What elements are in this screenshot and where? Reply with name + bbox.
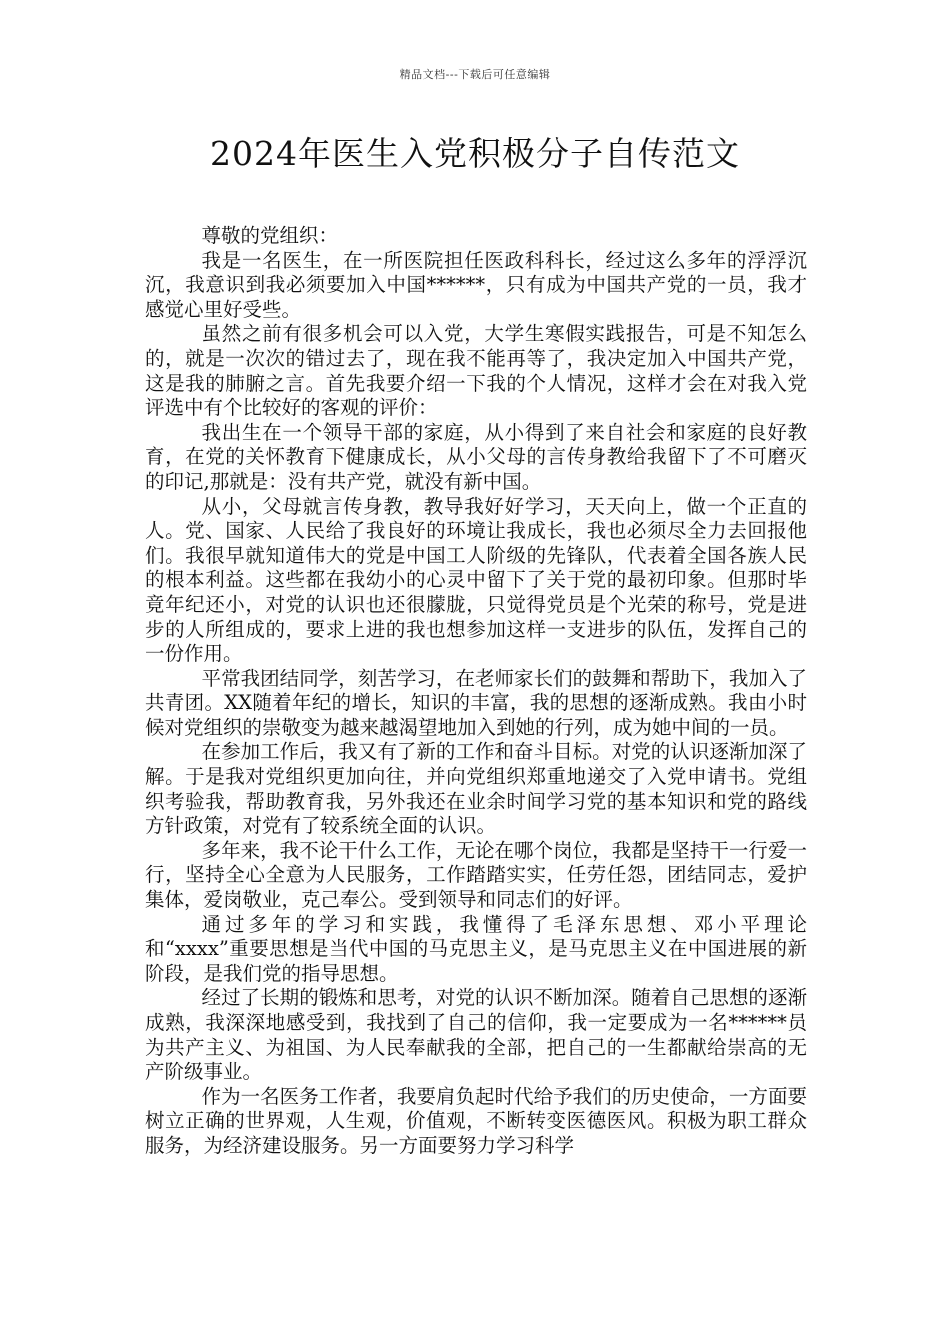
paragraph: 多年来，我不论干什么工作，无论在哪个岗位，我都是坚持干一行爱一行，坚持全心全意为人民服务，工作踏踏实实，任劳任怨，团结同志，爱护集体，爱岗敬业，克己奉公。受到领导和同志们的好评。 xyxy=(145,838,807,912)
paragraph: 从小，父母就言传身教，教导我好好学习，天天向上，做一个正直的人。党、国家、人民给了我良好的环境让我成长，我也必须尽全力去回报他们。我很早就知道伟大的党是中国工人阶级的先锋队，代表着全国各族人民的根本利益。这些都在我幼小的心灵中留下了关于党的最初印象。但那时毕竟年纪还小，对党的认识也还很朦胧，只觉得党员是个光荣的称号，党是进步的人所组成的，要求上进的我也想参加这样一支进步的队伍，发挥自己的一份作用。 xyxy=(145,494,807,666)
paragraph: 我是一名医生，在一所医院担任医政科科长，经过这么多年的浮浮沉沉，我意识到我必须要加入中国******，只有成为中国共产党的一员，我才感觉心里好受些。 xyxy=(145,248,807,321)
paragraph: 虽然之前有很多机会可以入党，大学生寒假实践报告，可是不知怎么的，就是一次次的错过去了，现在我不能再等了，我决定加入中国共产党，这是我的肺腑之言。首先我要介绍一下我的个人情况，这样才会在对我入党评选中有个比较好的客观的评价： xyxy=(145,322,807,420)
paragraph: 平常我团结同学，刻苦学习，在老师家长们的鼓舞和帮助下，我加入了共青团。XX随着年纪的增长，知识的丰富，我的思想的逐渐成熟。我由小时候对党组织的崇敬变为越来越渴望地加入到她的行列，成为她中间的一员。 xyxy=(145,666,807,739)
paragraph: 我出生在一个领导干部的家庭，从小得到了来自社会和家庭的良好教育，在党的关怀教育下健康成长，从小父母的言传身教给我留下了不可磨灭的印记,那就是：没有共产党，就没有新中国。 xyxy=(145,420,807,493)
document-title: 2024年医生入党积极分子自传范文 xyxy=(210,134,740,173)
paragraph: 通过多年的学习和实践，我懂得了毛泽东思想、邓小平理论和“xxxx”重要思想是当代中国的马克思主义，是马克思主义在中国进展的新阶段，是我们党的指导思想。 xyxy=(145,912,807,985)
header-note: 精品文档---下载后可任意编辑 xyxy=(399,68,551,81)
paragraph: 作为一名医务工作者，我要肩负起时代给予我们的历史使命，一方面要树立正确的世界观，人生观，价值观，不断转变医德医风。积极为职工群众服务，为经济建设服务。另一方面要努力学习科学 xyxy=(145,1084,807,1157)
document-body xyxy=(145,224,807,1159)
paragraph: 在参加工作后，我又有了新的工作和奋斗目标。对党的认识逐渐加深了解。于是我对党组织更加向往，并向党组织郑重地递交了入党申请书。党组织考验我，帮助教育我，另外我还在业余时间学习党的基本知识和党的路线方针政策，对党有了较系统全面的认识。 xyxy=(145,740,807,838)
salutation: 尊敬的党组织： xyxy=(201,224,339,247)
paragraph: 经过了长期的锻炼和思考，对党的认识不断加深。随着自己思想的逐渐成熟，我深深地感受到，我找到了自己的信仰，我一定要成为一名******员为共产主义、为祖国、为人民奉献我的全部，把自己的一生都献给崇高的无产阶级事业。 xyxy=(145,986,807,1084)
